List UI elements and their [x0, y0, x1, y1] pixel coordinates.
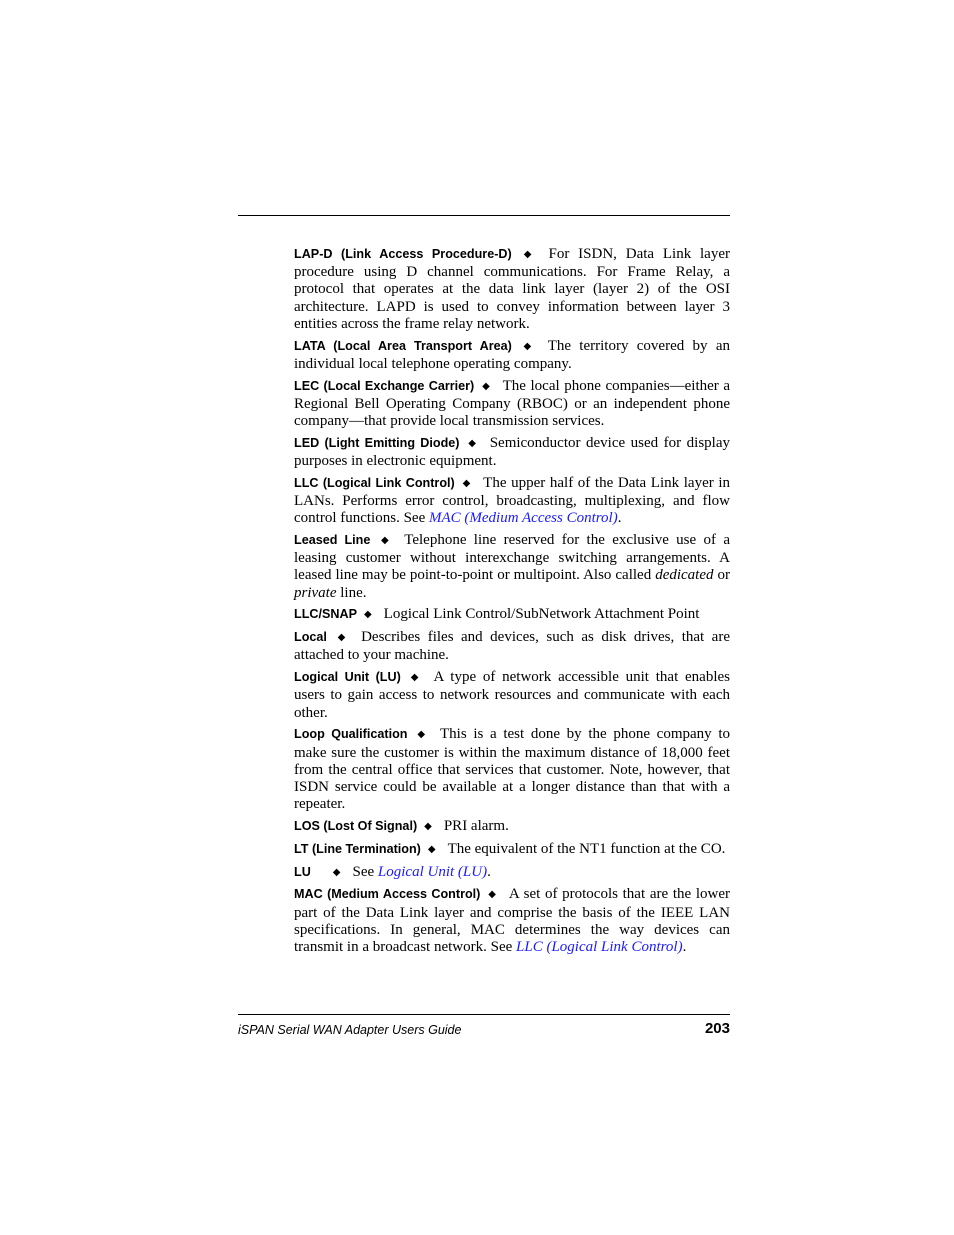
glossary-entry-logical-unit — [294, 669, 730, 722]
glossary-term: MAC (Medium Access Control) — [294, 887, 481, 902]
glossary-term: Leased Line — [294, 533, 371, 548]
glossary-term: Logical Unit (LU) — [294, 670, 401, 685]
footer-rule — [238, 1014, 730, 1015]
glossary-term: LED (Light Emitting Diode) — [294, 435, 460, 450]
glossary-entry-mac — [294, 886, 730, 956]
diamond-icon: ◆ — [481, 380, 491, 392]
diamond-icon: ◆ — [466, 437, 478, 449]
glossary-definition: A type of network accessible unit that enables users to gain access to network resources and communicate with each other. — [294, 669, 730, 721]
diamond-icon: ◆ — [518, 340, 536, 352]
logical-unit-cross-reference-link[interactable]: Logical Unit (LU) — [377, 863, 488, 880]
glossary-entry-lec — [294, 378, 730, 431]
diamond-icon: ◆ — [407, 672, 422, 684]
punctuation: . — [682, 939, 687, 956]
glossary-term: Loop Qualification — [294, 727, 408, 742]
emphasis-term: dedicated — [655, 567, 714, 584]
diamond-icon: ◆ — [518, 249, 537, 260]
glossary-entry-lt — [294, 841, 730, 859]
glossary-term: LEC (Local Exchange Carrier) — [294, 378, 475, 393]
glossary-definition: The equivalent of the NT1 function at the CO. — [447, 840, 726, 857]
glossary-definition: Describes files and devices, such as disk drives, that are attached to your machine. — [294, 629, 730, 664]
glossary-entry-leased-line — [294, 532, 730, 602]
glossary-entry-los — [294, 818, 730, 836]
glossary-definition: A set of protocols that are the lower part of the Data Link layer and comprise the basis of the IEEE LAN specifications. In general, MAC determines the way devices can transmit in a broadcast network. See — [294, 886, 730, 956]
glossary-entry-lu — [294, 864, 730, 882]
glossary-entry-loop-qualification — [294, 726, 730, 813]
diamond-icon: ◆ — [414, 729, 429, 741]
glossary-term: LATA (Local Area Transport Area) — [294, 338, 512, 353]
glossary-definition: Semiconductor device used for display purposes in electronic equipment. — [294, 434, 730, 470]
footer-book-title: iSPAN Serial WAN Adapter Users Guide — [238, 1023, 462, 1037]
glossary-definition: This is a test done by the phone company to make sure the customer is within the maximum distance of 18,000 feet from the central office that services that customer. Note, however, that ISDN service could be available at a longer distance than that with a repeater. — [294, 726, 731, 813]
conjunction: or — [717, 567, 730, 584]
emphasis-term: private — [294, 584, 337, 601]
glossary-entry-local — [294, 629, 730, 664]
glossary-definition: Logical Link Control/SubNetwork Attachment Point — [383, 606, 700, 623]
glossary-definition: The upper half of the Data Link layer in LANs. Performs error control, broadcasting, multiplexing, and flow control functions. See — [294, 474, 731, 527]
diamond-icon: ◆ — [333, 632, 350, 644]
glossary-term: LT (Line Termination) — [294, 841, 421, 856]
glossary-entry-led — [294, 435, 730, 470]
diamond-icon: ◆ — [332, 866, 341, 878]
glossary-definition: Telephone line reserved for the exclusive use of a leasing customer without interexchange switching arrangements. A leased line may be point-to-point or multipoint. Also called — [294, 532, 730, 584]
glossary-term: LLC (Logical Link Control) — [294, 475, 455, 490]
diamond-icon: ◆ — [427, 843, 436, 855]
glossary-definition: The territory covered by an individual local telephone operating company. — [294, 337, 730, 372]
diamond-icon: ◆ — [424, 821, 432, 833]
glossary-term: Local — [294, 630, 327, 645]
llc-cross-reference-link[interactable]: LLC (Logical Link Control) — [516, 939, 683, 956]
glossary-entry-lapd — [294, 246, 730, 333]
mac-cross-reference-link[interactable]: MAC (Medium Access Control) — [428, 510, 618, 527]
page-number: 203 — [704, 1020, 730, 1037]
diamond-icon: ◆ — [363, 609, 372, 621]
diamond-icon: ◆ — [487, 889, 497, 901]
punctuation: . — [617, 510, 622, 527]
glossary-entry-llc-snap — [294, 606, 730, 624]
glossary-term: LOS (Lost Of Signal) — [294, 819, 418, 834]
punctuation: . — [487, 863, 491, 880]
glossary-definition: PRI alarm. — [443, 818, 509, 835]
diamond-icon: ◆ — [377, 535, 393, 547]
glossary-entry-llc — [294, 475, 730, 528]
glossary-term: LAP-D (Link Access Procedure-D) — [294, 247, 512, 261]
glossary-term: LU — [294, 864, 311, 879]
definition-end: line. — [340, 584, 367, 601]
glossary-entry-lata — [294, 338, 730, 373]
glossary-body — [294, 246, 730, 961]
diamond-icon: ◆ — [461, 477, 472, 489]
header-rule — [238, 215, 730, 216]
glossary-definition: See — [352, 863, 375, 880]
glossary-term: LLC/SNAP — [294, 607, 357, 622]
glossary-definition: The local phone companies—either a Regional Bell Operating Company (RBOC) or an independent phone company—that provide local transmission services. — [294, 377, 730, 430]
glossary-definition: For ISDN, Data Link layer procedure using D channel communications. For Frame Relay, a protocol that operates at the data link layer (layer 2) of the OSI architecture. LAPD is used to convey information between layer 3 entities across the frame relay network. — [294, 246, 730, 332]
